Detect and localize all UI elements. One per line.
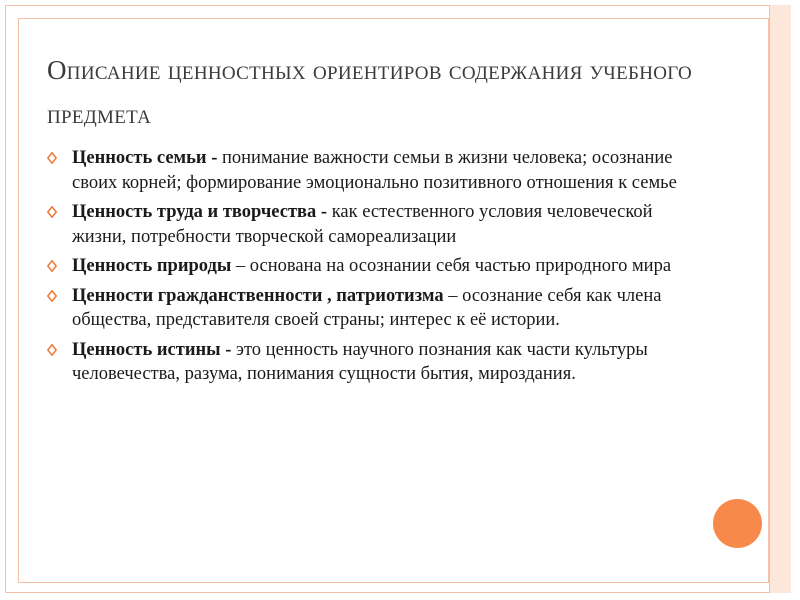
bullet-item-labor [47, 200, 687, 249]
bullet-separator: - [316, 202, 332, 222]
bullet-item-family [47, 146, 687, 195]
bullet-diamond-icon [47, 152, 57, 164]
slide-right-band [769, 5, 791, 593]
bullet-term: Ценность семьи [72, 148, 207, 168]
bullet-text: основана на осознании себя частью природного мира [249, 256, 672, 276]
bullet-term: Ценности гражданственности , патриотизма [72, 285, 444, 306]
bullet-diamond-icon [47, 290, 57, 302]
bullet-separator: – [443, 285, 463, 306]
bullet-term: Ценность труда и творчества [72, 202, 317, 222]
bullet-item-citizenship [47, 284, 687, 333]
bullet-term: Ценность истины [72, 339, 221, 360]
bullet-diamond-icon [47, 344, 57, 356]
decorative-orange-circle [713, 499, 762, 548]
bullet-separator: - [220, 339, 237, 360]
bullet-diamond-icon [47, 206, 57, 218]
bullet-item-nature [47, 254, 687, 279]
bullet-term: Ценность природы [72, 256, 232, 276]
bullet-text: это ценность научного познания как части культуры человечества, разума, понимания сущности бытия, мироздания. [72, 339, 648, 384]
bullet-item-truth [47, 338, 687, 387]
bullet-separator: - [206, 148, 222, 168]
bullet-text: понимание важности семьи в жизни человека; осознание своих корней; формирование эмоционально позитивного отношения к семье [72, 148, 677, 193]
bullet-list [47, 146, 687, 392]
bullet-separator: – [231, 256, 250, 276]
bullet-diamond-icon [47, 260, 57, 272]
bullet-text: как естественного условия человеческой жизни, потребности творческой самореализации [72, 202, 653, 247]
bullet-text: осознание себя как члена общества, представителя своей страны; интерес к её истории. [72, 285, 662, 330]
slide-title: Описание ценностных ориентиров содержания учебного предмета [47, 55, 693, 129]
